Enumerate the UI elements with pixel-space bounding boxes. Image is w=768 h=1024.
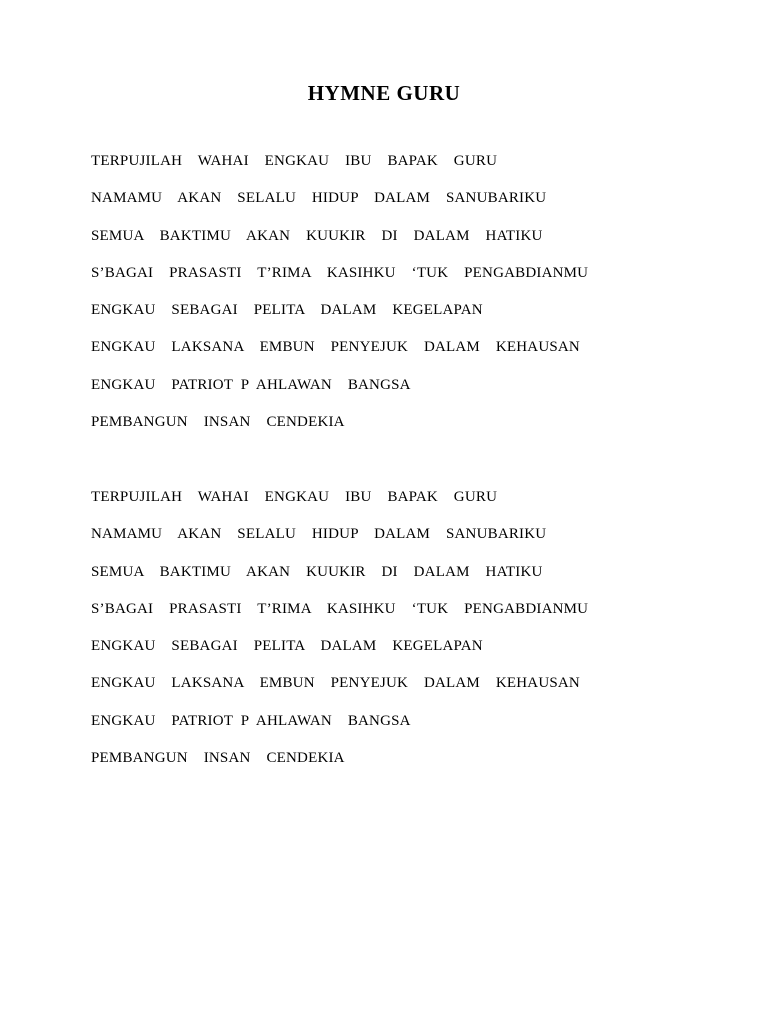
lyric-line: ENGKAU PATRIOT P AHLAWAN BANGSA [91, 376, 411, 393]
lyric-line: NAMAMU AKAN SELALU HIDUP DALAM SANUBARIKU [91, 190, 547, 207]
stanza-2 [91, 488, 588, 786]
lyric-line: ENGKAU SEBAGAI PELITA DALAM KEGELAPAN [91, 302, 483, 319]
lyric-line: PEMBANGUN INSAN CENDEKIA [91, 750, 345, 767]
lyric-line: PEMBANGUN INSAN CENDEKIA [91, 414, 345, 431]
lyric-line: TERPUJILAH WAHAI ENGKAU IBU BAPAK GURU [91, 153, 498, 169]
lyric-line: SEMUA BAKTIMU AKAN KUUKIR DI DALAM HATIKU [91, 227, 543, 244]
lyric-line: TERPUJILAH WAHAI ENGKAU IBU BAPAK GURU [91, 489, 498, 505]
lyric-line: ENGKAU LAKSANA EMBUN PENYEJUK DALAM KEHAUSAN [91, 339, 580, 356]
lyric-line: NAMAMU AKAN SELALU HIDUP DALAM SANUBARIKU [91, 526, 547, 543]
lyric-line: ENGKAU SEBAGAI PELITA DALAM KEGELAPAN [91, 638, 483, 655]
lyric-line: ENGKAU LAKSANA EMBUN PENYEJUK DALAM KEHAUSAN [91, 675, 580, 692]
lyric-line: S’BAGAI PRASASTI T’RIMA KASIHKU ‘TUK PENGABDIANMU [91, 600, 589, 617]
document-title: HYMNE GURU [307, 81, 461, 105]
lyric-line: ENGKAU PATRIOT P AHLAWAN BANGSA [91, 712, 411, 729]
stanza-1 [91, 152, 588, 450]
lyric-line: S’BAGAI PRASASTI T’RIMA KASIHKU ‘TUK PENGABDIANMU [91, 264, 589, 281]
lyric-line: SEMUA BAKTIMU AKAN KUUKIR DI DALAM HATIKU [91, 563, 543, 580]
